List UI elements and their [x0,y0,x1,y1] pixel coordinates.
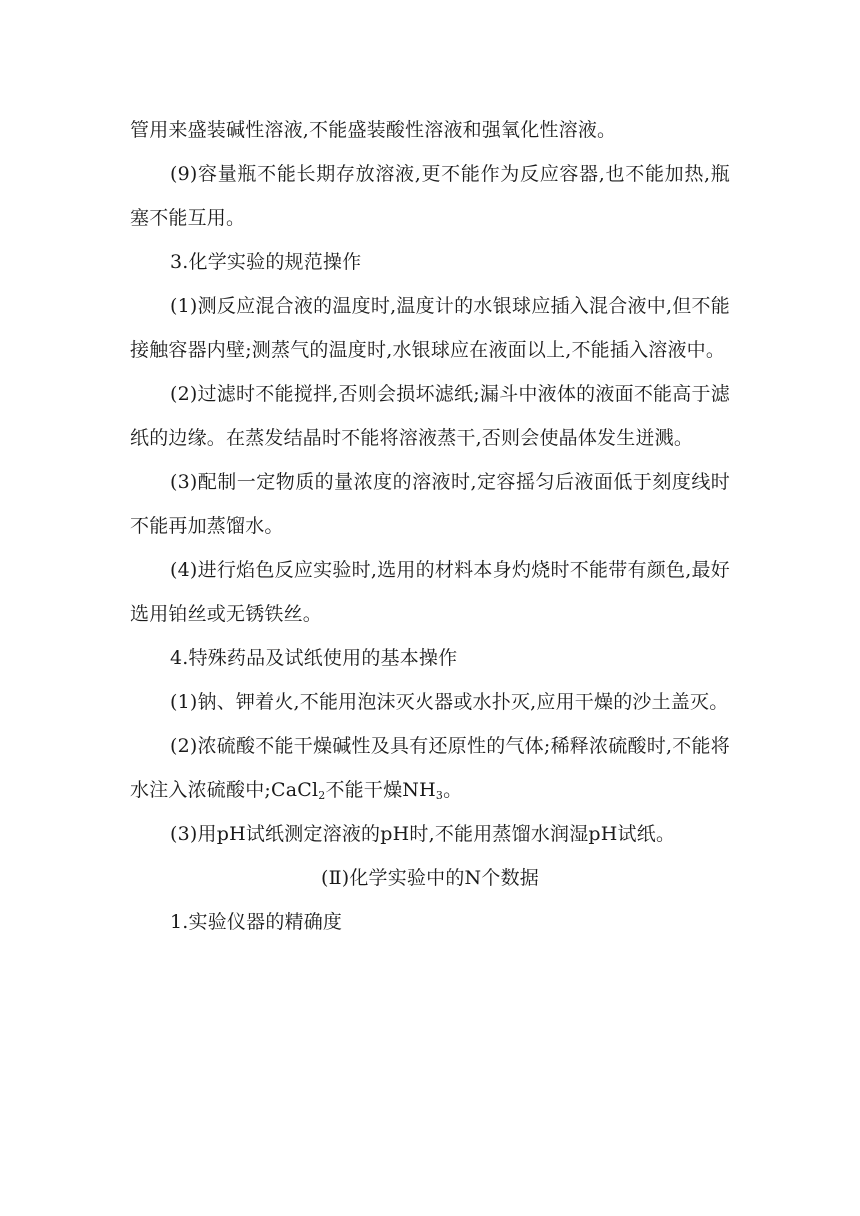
paragraph-item-4: (4)进行焰色反应实验时,选用的材料本身灼烧时不能带有颜色,最好选用铂丝或无锈铁丝。 [130,559,730,625]
paragraph-sulfuric-acid [130,724,730,812]
subscript: 2 [318,789,326,802]
section-heading-1: 1.实验仪器的精确度 [170,911,343,933]
text-run: 不能干燥NH [325,779,436,801]
paragraph-item-1: (1)测反应混合液的温度时,温度计的水银球应插入混合液中,但不能接触容器内壁;测蒸气的温度时,水银球应在液面以上,不能插入溶液中。 [130,295,730,361]
paragraph-continuation: 管用来盛装碱性溶液,不能盛装酸性溶液和强氧化性溶液。 [130,119,617,141]
document-body [130,108,730,944]
paragraph-item-2: (2)过滤时不能搅拌,否则会损坏滤纸;漏斗中液体的液面不能高于滤纸的边缘。在蒸发结晶时不能将溶液蒸干,否则会使晶体发生迸溅。 [130,383,730,449]
paragraph-item-3: (3)配制一定物质的量浓度的溶液时,定容摇匀后液面低于刻度线时不能再加蒸馏水。 [130,471,730,537]
section-title-data: (Ⅱ)化学实验中的N个数据 [321,867,539,889]
text-run: (2)浓硫酸不能干燥碱性及具有还原性的气体;稀释浓硫酸时,不能将水注入浓硫酸中;CaCl [130,735,730,801]
section-heading-4: 4.特殊药品及试纸使用的基本操作 [170,647,458,669]
section-heading-3: 3.化学实验的规范操作 [170,251,362,273]
text-run: 。 [443,779,463,801]
paragraph-ph-paper: (3)用pH试纸测定溶液的pH时,不能用蒸馏水润湿pH试纸。 [170,823,676,845]
subscript: 3 [435,789,444,802]
paragraph-sodium-fire: (1)钠、钾着火,不能用泡沫灭火器或水扑灭,应用干燥的沙土盖灭。 [170,691,729,713]
paragraph-item-9: (9)容量瓶不能长期存放溶液,更不能作为反应容器,也不能加热,瓶塞不能互用。 [130,163,730,229]
